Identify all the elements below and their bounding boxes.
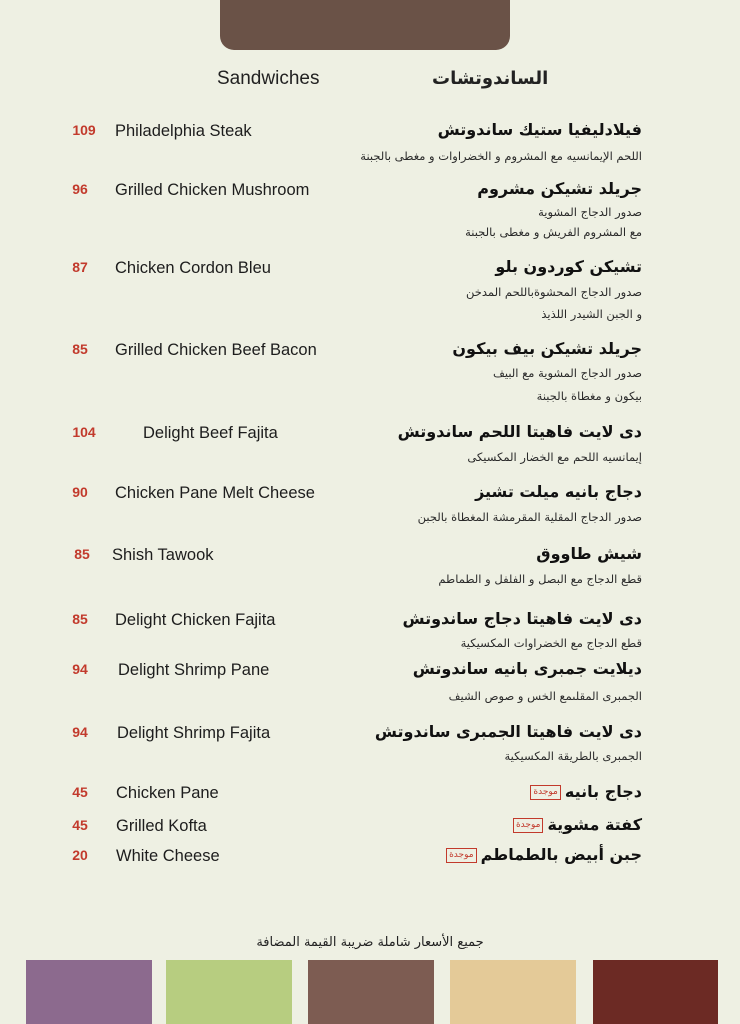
item-name-ar-text: دجاج بانيه ميلت تشيز <box>475 482 642 501</box>
item-name-ar <box>475 482 642 501</box>
item-price: 85 <box>72 341 88 357</box>
item-name-en: Delight Chicken Fajita <box>115 611 276 629</box>
color-swatch <box>450 960 576 1024</box>
item-price: 94 <box>72 661 88 677</box>
item-price: 104 <box>72 424 96 440</box>
item-price: 45 <box>72 817 88 833</box>
item-name-ar-text: جريلد تشيكن مشروم <box>477 179 642 198</box>
item-name-ar-text: دى لايت فاهيتا الجمبرى ساندوتش <box>374 722 642 741</box>
item-price: 45 <box>72 784 88 800</box>
item-name-ar-text: جريلد تشيكن بيف بيكون <box>452 339 642 358</box>
item-name-ar <box>375 722 642 741</box>
item-name-en: Shish Tawook <box>112 546 214 564</box>
item-name-ar-text: دى لايت فاهيتا دجاج ساندوتش <box>402 609 642 628</box>
item-name-en: Delight Beef Fajita <box>143 424 278 442</box>
available-badge: موجدة <box>530 785 560 800</box>
item-name-en: Grilled Kofta <box>116 817 207 835</box>
item-name-ar-text: تشيكن كوردون بلو <box>495 257 642 276</box>
section-title-en: Sandwiches <box>217 68 320 89</box>
item-name-en: Chicken Pane <box>116 784 219 802</box>
item-name-ar-text: دجاج بانيه <box>564 782 642 801</box>
color-swatch <box>166 960 292 1024</box>
section-title-ar: الساندوتشات <box>432 68 549 89</box>
item-price: 94 <box>72 724 88 740</box>
item-description: مع المشروم الفريش و مغطى بالجبنة <box>465 225 642 239</box>
available-badge: موجدة <box>513 818 543 833</box>
item-price: 90 <box>72 484 88 500</box>
item-description: صدور الدجاج المقلية المقرمشة المغطاة بالجبن <box>417 510 642 524</box>
item-name-ar <box>398 422 642 441</box>
item-description: و الجبن الشيدر اللذيذ <box>541 307 642 321</box>
item-description: صدور الدجاج المحشوةباللحم المدخن <box>466 285 642 299</box>
item-name-en: Delight Shrimp Pane <box>118 661 270 679</box>
item-name-ar <box>495 257 642 276</box>
item-name-en: Grilled Chicken Beef Bacon <box>115 341 317 359</box>
item-description: قطع الدجاج مع الخضراوات المكسيكية <box>460 636 642 650</box>
item-name-ar <box>402 609 642 628</box>
available-badge: موجدة <box>446 848 476 863</box>
item-name-ar <box>530 782 642 801</box>
item-name-ar <box>438 120 642 139</box>
item-description: بيكون و مغطاة بالجبنة <box>536 389 642 403</box>
item-name-en: Philadelphia Steak <box>115 122 252 140</box>
item-price: 109 <box>72 122 96 138</box>
color-swatch <box>593 960 718 1024</box>
item-price: 87 <box>72 259 88 275</box>
item-name-ar-text: دى لايت فاهيتا اللحم ساندوتش <box>397 422 642 441</box>
item-name-ar <box>477 179 642 198</box>
item-description: صدور الدجاج المشوية مع البيف <box>492 366 642 380</box>
color-swatch <box>308 960 434 1024</box>
item-name-ar-text: جبن أبيض بالطماطم <box>480 845 642 864</box>
item-name-ar <box>452 339 642 358</box>
color-swatch <box>26 960 152 1024</box>
item-name-en: Grilled Chicken Mushroom <box>115 181 310 199</box>
item-price: 20 <box>72 847 88 863</box>
item-description: إيمانسيه اللحم مع الخضار المكسيكى <box>467 450 642 464</box>
item-name-ar <box>513 815 642 834</box>
item-price: 96 <box>72 181 88 197</box>
item-description: الجمبرى بالطريقة المكسيكية <box>504 749 642 763</box>
item-name-en: Delight Shrimp Fajita <box>117 724 271 742</box>
item-price: 85 <box>74 546 90 562</box>
item-name-ar <box>536 544 642 563</box>
item-name-ar <box>446 845 642 864</box>
top-header-tab <box>220 0 510 50</box>
item-description: صدور الدجاج المشوية <box>538 205 642 219</box>
item-name-ar-text: ديلايت جمبرى بانيه ساندوتش <box>412 659 642 678</box>
vat-note: جميع الأسعار شاملة ضريبة القيمة المضافة <box>256 935 484 950</box>
item-name-ar <box>413 659 642 678</box>
item-name-ar-text: شيش طاووق <box>536 544 642 563</box>
item-price: 85 <box>72 611 88 627</box>
item-name-en: White Cheese <box>116 847 220 865</box>
item-description: اللحم الإيمانسيه مع المشروم و الخضراوات و مغطى بالجبنة <box>360 149 642 163</box>
item-name-en: Chicken Cordon Bleu <box>115 259 271 277</box>
item-name-ar-text: كفتة مشوية <box>547 815 642 834</box>
item-name-en: Chicken Pane Melt Cheese <box>115 484 315 502</box>
item-description: الجمبرى المقلىمع الخس و صوص الشيف <box>448 689 642 703</box>
item-name-ar-text: فيلادليفيا ستيك ساندوتش <box>437 120 642 139</box>
item-description: قطع الدجاج مع البصل و الفلفل و الطماطم <box>438 572 642 586</box>
